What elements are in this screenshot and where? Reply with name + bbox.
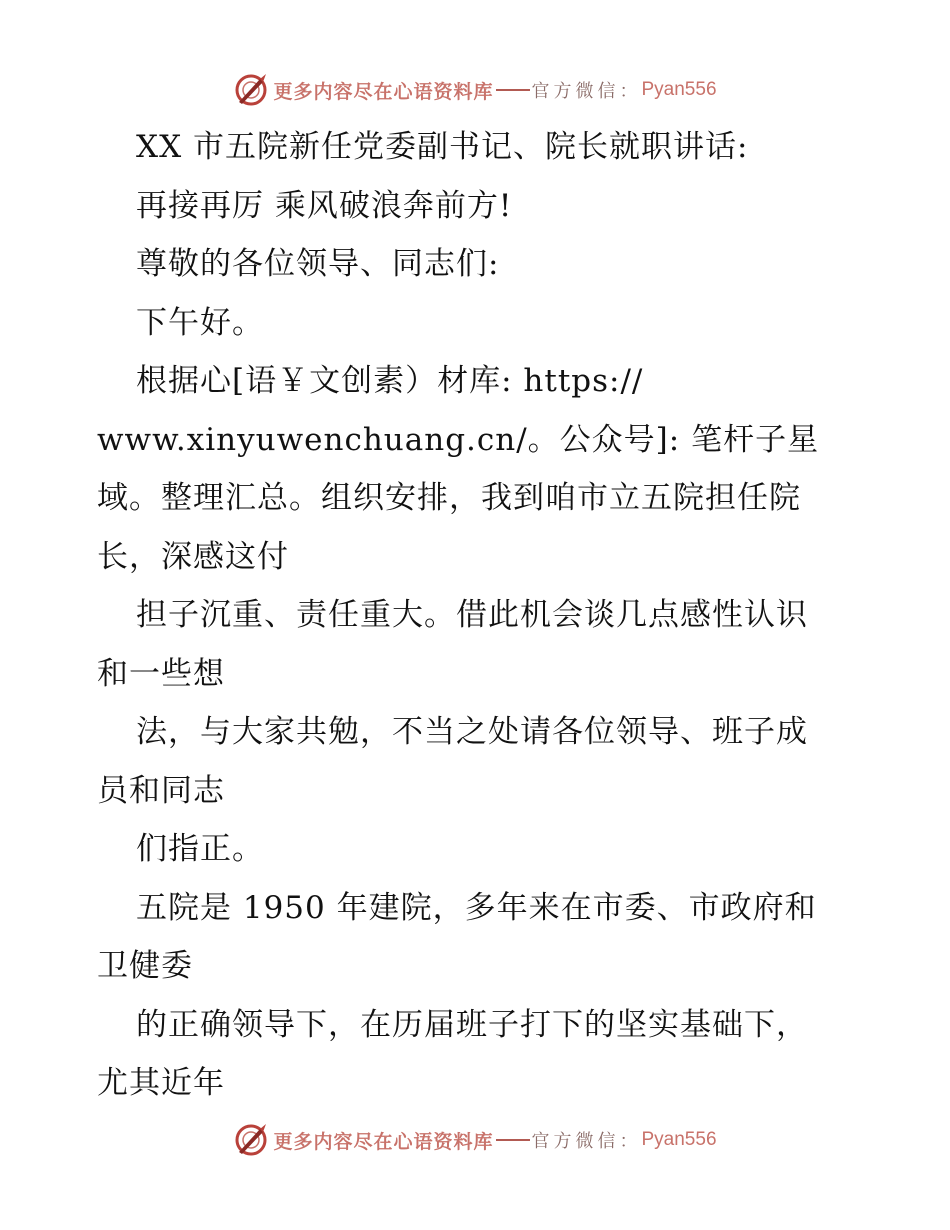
document-line: 尤其近年 <box>97 1065 225 1101</box>
banner-wechat-label: 官方微信： <box>531 1131 642 1152</box>
banner-account: Pyan556 <box>641 1129 717 1150</box>
banner-promo-text: 更多内容尽在心语资料库 <box>273 1130 494 1153</box>
document-line: 的正确领导下，在历届班子打下的坚实基础下， <box>136 1006 808 1043</box>
document-line: 长，深感这付 <box>97 538 289 575</box>
document-line: 员和同志 <box>97 772 225 809</box>
banner-account: Pyan556 <box>641 79 717 100</box>
quill-logo-icon <box>233 72 269 108</box>
quill-logo-icon <box>233 1122 269 1158</box>
banner-separator <box>496 1139 530 1141</box>
document-line: 下午好。 <box>136 304 264 341</box>
document-line: 再接再厉 乘风破浪奔前方! <box>136 187 513 224</box>
banner-wechat-label: 官方微信： <box>531 81 642 102</box>
document-line: 和一些想 <box>97 655 225 692</box>
document-line: 法，与大家共勉，不当之处请各位领导、班子成 <box>136 714 808 750</box>
document-line: 们指正。 <box>136 831 264 867</box>
document-line: 尊敬的各位领导、同志们: <box>136 246 500 282</box>
document-line: 担子沉重、责任重大。借此机会谈几点感性认识 <box>136 597 808 633</box>
footer-banner <box>0 1120 950 1160</box>
document-line: 五院是 1950 年建院，多年来在市委、市政府和 <box>136 889 817 926</box>
banner-separator <box>496 89 530 91</box>
document-line: 卫健委 <box>97 948 193 984</box>
document-line: 域。整理汇总。组织安排，我到咱市立五院担任院 <box>97 480 801 516</box>
header-banner <box>0 70 950 110</box>
document-line: www.xinyuwenchuang.cn/。公众号]: 笔杆子星 <box>97 421 820 458</box>
document-line: XX 市五院新任党委副书记、院长就职讲话: <box>136 129 749 165</box>
banner-promo-text: 更多内容尽在心语资料库 <box>273 80 494 103</box>
document-line: 根据心[语￥文创素）材库: https:// <box>136 363 644 399</box>
document-body <box>97 118 857 1113</box>
